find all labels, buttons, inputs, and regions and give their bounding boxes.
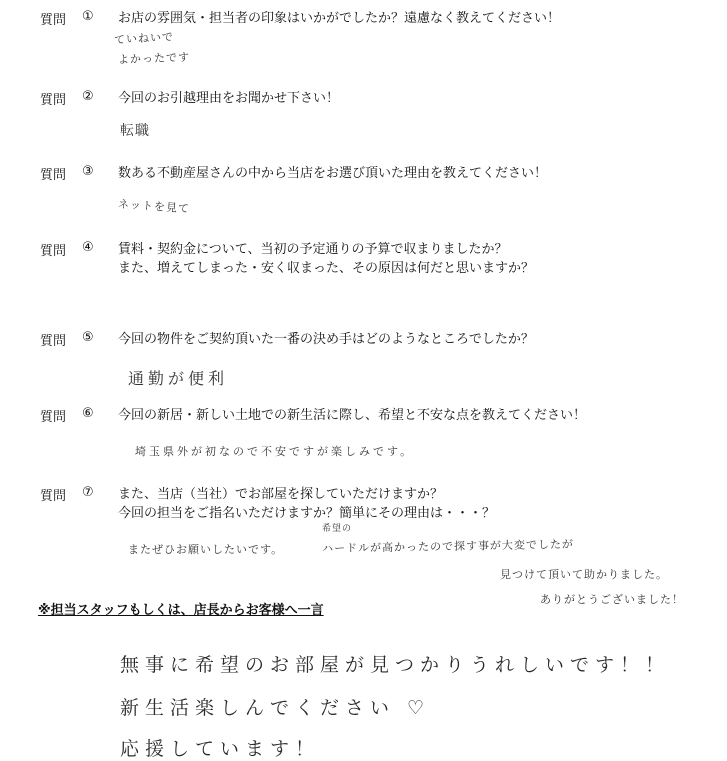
question-text: また、増えてしまった・安く収まった、その原因は何だと思いますか？: [118, 261, 535, 276]
answer-5: 通勤が便利: [128, 369, 229, 388]
question-number: ⑥: [82, 406, 94, 421]
question-text: また、当店（当社）でお部屋を探していただけますか？: [118, 487, 444, 502]
answer-2: 転職: [120, 123, 150, 139]
question-label: 質問: [40, 244, 67, 259]
question-number: ③: [82, 164, 94, 179]
staff-message-1: 無事に希望のお部屋が見つかりうれしいです！！: [120, 654, 671, 676]
question-number: ①: [82, 9, 94, 24]
question-number: ⑤: [82, 330, 94, 345]
question-text: 今回の新居・新しい土地での新生活に際し、希望と不安な点を教えてください！: [118, 408, 587, 423]
answer-7-line-4: 見つけて頂いて助かりました。: [500, 568, 668, 581]
question-number: ④: [82, 240, 94, 255]
question-label: 質問: [40, 334, 67, 349]
question-label: 質問: [40, 489, 67, 504]
question-text: 賃料・契約金について、当初の予定通りの予算で収まりましたか？: [118, 242, 508, 257]
question-label: 質問: [40, 168, 67, 183]
staff-message-2: 新生活楽しんでください ♡: [120, 697, 431, 719]
answer-1-line-2: よかったです: [117, 50, 191, 67]
question-text: 今回の物件をご契約頂いた一番の決め手はどのようなところでしたか？: [118, 332, 534, 347]
staff-comment-heading: ※担当スタッフもしくは、店長からお客様へ一言: [38, 603, 324, 618]
question-label: 質問: [40, 13, 67, 28]
answer-3: ネットを見て: [117, 197, 191, 216]
answer-7-line-5: ありがとうございました！: [540, 593, 684, 606]
question-text: 今回の担当をご指名いただけますか？簡単にその理由は・・・？: [118, 506, 496, 521]
question-label: 質問: [40, 410, 67, 425]
answer-7-line-3: ハードルが高かったので探す事が大変でしたが: [321, 537, 575, 556]
question-number: ②: [82, 89, 94, 104]
question-text: お店の雰囲気・担当者の印象はいかがでしたか？遠慮なく教えてください！: [118, 11, 561, 26]
answer-7-line-1: またぜひお願いしたいです。: [128, 543, 284, 556]
question-text: 今回のお引越理由をお聞かせ下さい！: [118, 91, 340, 106]
answer-6: 埼玉県外が初なので不安ですが楽しみです。: [135, 445, 415, 458]
question-label: 質問: [40, 93, 67, 108]
answer-7-line-2: 希望の: [322, 524, 353, 534]
question-text: 数ある不動産屋さんの中から当店をお選び頂いた理由を教えてください！: [118, 166, 548, 181]
staff-message-3: 応援しています！: [120, 738, 321, 760]
answer-1-line-1: ていねいで: [113, 30, 175, 47]
question-number: ⑦: [82, 485, 94, 500]
